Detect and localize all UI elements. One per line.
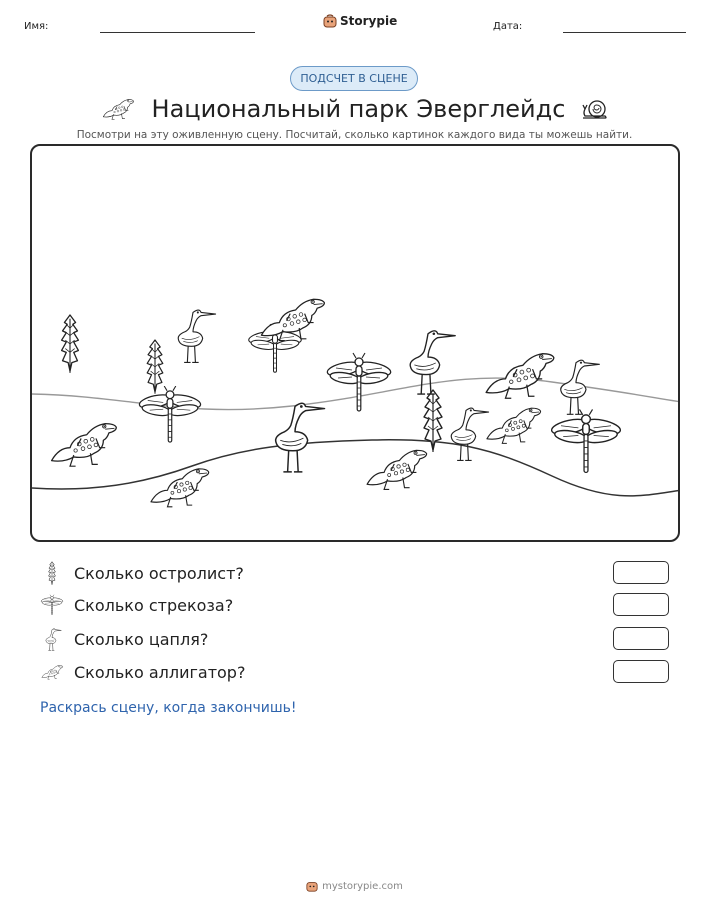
heron-scene-item: [410, 331, 455, 394]
heron-scene-item: [276, 403, 325, 472]
brand-logo: [323, 14, 397, 28]
question-text: Сколько цапля?: [74, 629, 209, 649]
footer-url[interactable]: mystorypie.com: [322, 880, 403, 892]
question-text: Сколько остролист?: [74, 563, 244, 583]
answer-box-holly[interactable]: [613, 561, 669, 584]
dragonfly-icon: [40, 594, 64, 616]
question-row-heron: [40, 627, 670, 651]
footer: [0, 880, 709, 892]
heron-scene-item: [561, 360, 600, 414]
finish-instruction: Раскрась сцену, когда закончишь!: [40, 700, 297, 716]
name-field-line[interactable]: [100, 32, 255, 33]
alligator-scene-item: [486, 354, 554, 398]
storypie-logo-icon: [323, 14, 337, 28]
holly-scene-item: [62, 315, 79, 373]
date-field-line[interactable]: [563, 32, 686, 33]
alligator-icon: [40, 662, 64, 682]
counting-scene: [30, 144, 680, 542]
lower-ground-line: [32, 440, 680, 496]
page-title: Национальный парк Эверглейдс: [151, 95, 566, 123]
answer-box-dragonfly[interactable]: [613, 593, 669, 616]
alligator-scene-item: [487, 408, 541, 443]
storypie-logo-icon: [306, 880, 318, 892]
snail-icon: [581, 97, 609, 121]
brand-name: Storypie: [340, 14, 398, 28]
alligator-scene-item: [52, 424, 117, 467]
question-row-dragonfly: [40, 593, 670, 617]
alligator-icon: [100, 96, 136, 122]
dragonfly-scene-item: [326, 353, 392, 411]
dragonfly-scene-item: [138, 386, 202, 442]
heron-scene-item: [178, 310, 215, 362]
answer-box-heron[interactable]: [613, 627, 669, 650]
activity-badge: ПОДСЧЕТ В СЦЕНЕ: [290, 66, 418, 91]
heron-icon: [41, 627, 63, 651]
question-row-holly: [40, 561, 670, 585]
alligator-scene-item: [151, 469, 209, 507]
date-label: Дата:: [493, 21, 523, 32]
holly-scene-item: [147, 340, 163, 394]
alligator-scene-item: [367, 450, 427, 489]
dragonfly-scene-item: [550, 409, 621, 472]
instructions: Посмотри на эту оживленную сцену. Посчитай, сколько картинок каждого вида ты можешь найти.: [76, 129, 633, 141]
heron-scene-item: [451, 408, 488, 460]
question-text: Сколько аллигатор?: [74, 662, 246, 682]
holly-icon: [45, 561, 59, 585]
name-label: Имя:: [24, 21, 49, 32]
answer-box-alligator[interactable]: [613, 660, 669, 683]
question-row-alligator: [40, 660, 670, 684]
question-text: Сколько стрекоза?: [74, 595, 234, 615]
